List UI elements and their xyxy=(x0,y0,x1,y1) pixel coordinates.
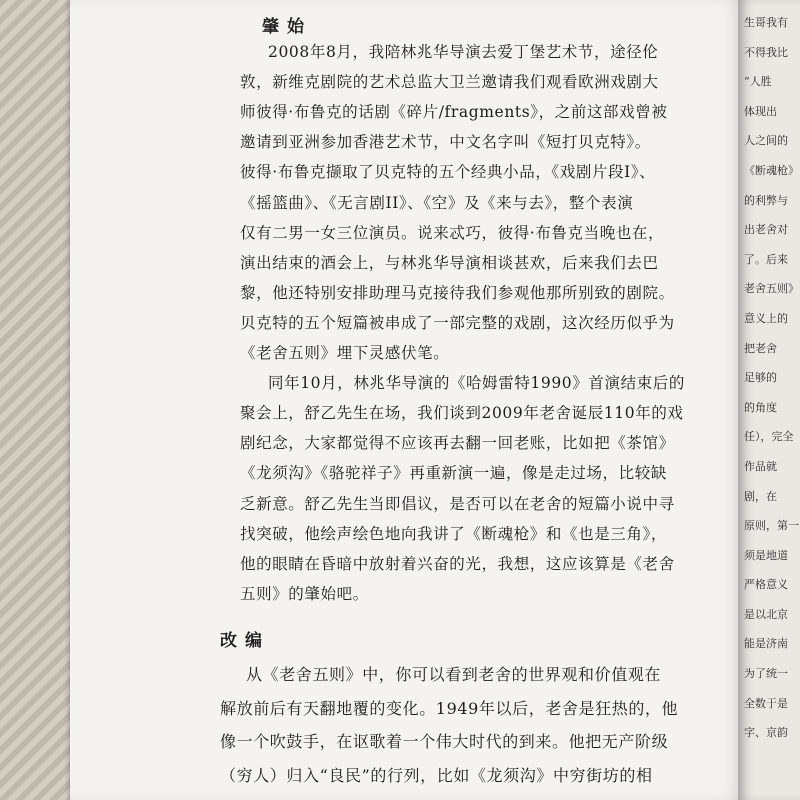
text-line: 同年10月，林兆华导演的《哈姆雷特1990》首演结束后的 xyxy=(268,374,685,393)
text-line: 敦，新维克剧院的艺术总监大卫兰邀请我们观看欧洲戏剧大 xyxy=(240,73,659,92)
text-line: 找突破，他绘声绘色地向我讲了《断魂枪》和《也是三角》， xyxy=(240,524,667,543)
text-line: 五则》的肇始吧。 xyxy=(240,584,369,603)
text-line: 演出结束的酒会上，与林兆华导演相谈甚欢，后来我们去巴 xyxy=(240,253,659,272)
adjacent-page-line: 把老舍 xyxy=(744,341,777,355)
adjacent-page-line: 老舍五则》 xyxy=(744,282,799,296)
adjacent-page-line: 了。后来 xyxy=(744,252,788,266)
text-line: 贝克特的五个短篇被串成了一部完整的戏剧，这次经历似乎为 xyxy=(240,313,675,332)
text-line: （穷人）归入“良民”的行列，比如《龙须沟》中穷街坊的相 xyxy=(220,765,653,785)
adjacent-page-line: 须是地道 xyxy=(744,548,788,562)
adjacent-page-line: 意义上的 xyxy=(744,311,788,325)
adjacent-page-line: 剧，在 xyxy=(744,489,777,503)
adjacent-page-line: 出老舍对 xyxy=(744,223,788,237)
adjacent-page-line: 人之间的 xyxy=(744,134,788,148)
text-line: 彼得·布鲁克撷取了贝克特的五个经典小品，《戏剧片段I》、 xyxy=(240,163,656,182)
text-line: 黎，他还特别安排助理马克接待我们参观他那所别致的剧院。 xyxy=(240,283,675,302)
adjacent-page-line: 任），完全 xyxy=(744,430,794,444)
adjacent-page-line: 作品就 xyxy=(744,459,777,473)
text-line: 仅有二男一女三位演员。说来忒巧，彼得·布鲁克当晚也在， xyxy=(240,223,665,242)
adjacent-page-line: 能是济南 xyxy=(744,637,788,651)
text-line: 《龙须沟》《骆驼祥子》再重新演一遍，像是走过场，比较缺 xyxy=(240,464,667,483)
text-line: 2008年8月，我陪林兆华导演去爱丁堡艺术节，途径伦 xyxy=(268,43,659,61)
text-line: 解放前后有天翻地覆的变化。1949年以后，老舍是狂热的，他 xyxy=(220,698,679,718)
adjacent-page-line: 足够的 xyxy=(744,371,777,385)
text-line: 《老舍五则》埋下灵感伏笔。 xyxy=(240,344,450,362)
adjacent-page-text xyxy=(744,8,800,748)
adjacent-page-line: 《断魂枪》 xyxy=(744,163,799,177)
text-line: 邀请到亚洲参加香港艺术节，中文名字叫《短打贝克特》。 xyxy=(240,133,651,152)
text-line: 剧纪念，大家都觉得不应该再去翻一回老账，比如把《茶馆》 xyxy=(240,434,675,453)
adjacent-page-line: 的角度 xyxy=(744,400,777,414)
text-line: 他的眼睛在昏暗中放射着兴奋的光，我想，这应该算是《老舍 xyxy=(240,554,675,573)
text-line: 从《老舍五则》中，你可以看到老舍的世界观和价值观在 xyxy=(246,665,662,684)
section-heading: 改编 xyxy=(220,631,270,651)
text-line: 师彼得·布鲁克的话剧《碎片/fragments》，之前这部戏曾被 xyxy=(240,103,668,122)
text-line: 《摇篮曲》、《无言剧II》、《空》及《来与去》，整个表演 xyxy=(240,193,634,212)
text-line: 聚会上，舒乙先生在场，我们谈到2009年老舍诞辰110年的戏 xyxy=(240,404,684,423)
adjacent-page-line: “人胜 xyxy=(744,75,772,89)
adjacent-page-line: 字、京韵 xyxy=(744,726,788,740)
adjacent-page-line: 生哥我有 xyxy=(744,16,788,29)
adjacent-page-line: 是以北京 xyxy=(744,607,788,621)
adjacent-page-line: 不得我比 xyxy=(744,45,788,59)
adjacent-page-line: 为了统一 xyxy=(744,667,788,681)
adjacent-page xyxy=(738,0,800,800)
adjacent-page-line: 严格意义 xyxy=(744,578,788,592)
section-heading: 肇始 xyxy=(262,17,312,37)
text-line: 乏新意。舒乙先生当即倡议，是否可以在老舍的短篇小说中寻 xyxy=(240,494,675,513)
adjacent-page-line: 体现出 xyxy=(744,104,777,118)
adjacent-page-line: 的利弊与 xyxy=(744,193,788,207)
adjacent-page-line: 原则，第一 xyxy=(744,519,799,533)
adjacent-page-line: 全数于是 xyxy=(744,696,788,710)
text-line: 像一个吹鼓手，在讴歌着一个伟大时代的到来。他把无产阶级 xyxy=(220,732,669,751)
